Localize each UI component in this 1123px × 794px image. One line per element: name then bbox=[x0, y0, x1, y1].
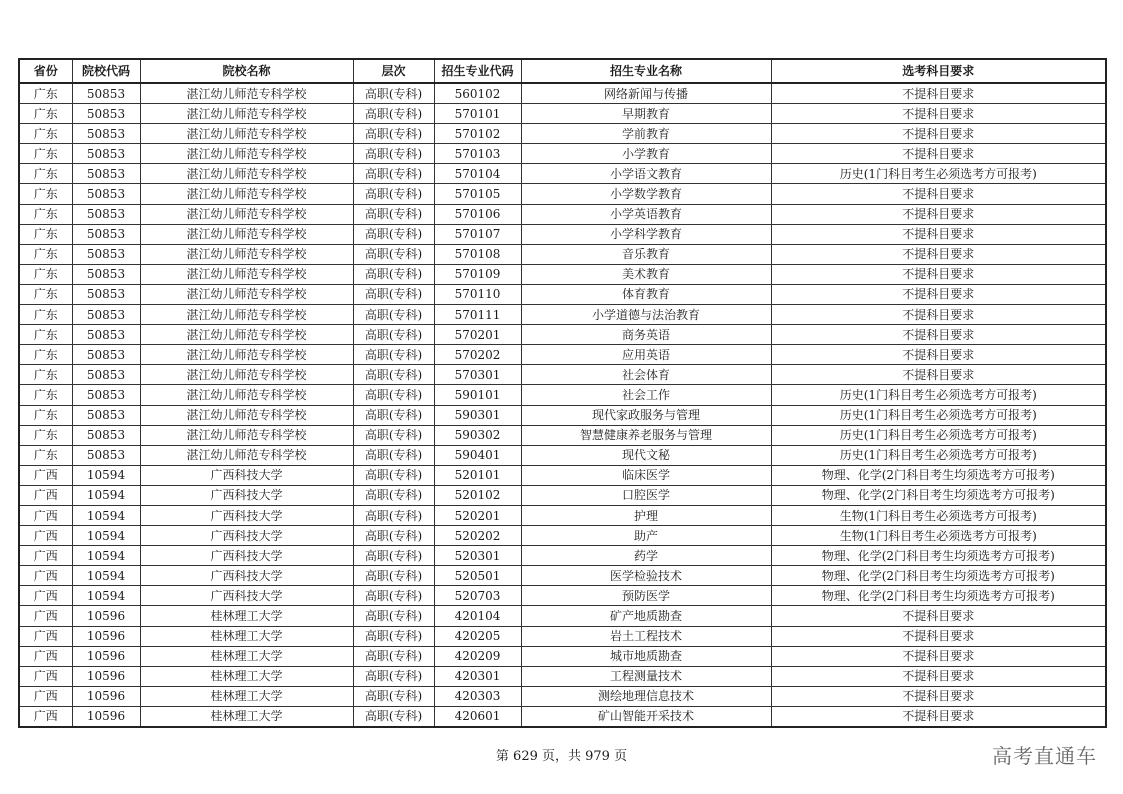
cell-school-name: 广西科技大学 bbox=[140, 586, 353, 606]
header-province: 省份 bbox=[19, 59, 72, 83]
cell-major-code: 570103 bbox=[434, 144, 521, 164]
cell-level: 高职(专科) bbox=[353, 325, 434, 345]
cell-province: 广东 bbox=[19, 325, 72, 345]
cell-school-name: 湛江幼儿师范专科学校 bbox=[140, 184, 353, 204]
cell-major-code: 590401 bbox=[434, 445, 521, 465]
cell-school-name: 湛江幼儿师范专科学校 bbox=[140, 325, 353, 345]
cell-subject-requirement: 不提科目要求 bbox=[771, 83, 1106, 104]
table-row bbox=[19, 305, 1106, 325]
cell-level: 高职(专科) bbox=[353, 244, 434, 264]
cell-level: 高职(专科) bbox=[353, 485, 434, 505]
cell-subject-requirement: 历史(1门科目考生必须选考方可报考) bbox=[771, 385, 1106, 405]
cell-subject-requirement: 不提科目要求 bbox=[771, 686, 1106, 706]
cell-major-name: 学前教育 bbox=[521, 124, 771, 144]
cell-level: 高职(专科) bbox=[353, 385, 434, 405]
table-row bbox=[19, 566, 1106, 586]
page-number: 第 629 页，共 979 页 bbox=[495, 749, 628, 764]
cell-level: 高职(专科) bbox=[353, 83, 434, 104]
cell-province: 广东 bbox=[19, 385, 72, 405]
cell-level: 高职(专科) bbox=[353, 284, 434, 304]
cell-school-code: 50853 bbox=[72, 204, 140, 224]
cell-school-name: 桂林理工大学 bbox=[140, 606, 353, 626]
watermark-logo: 高考直通车 bbox=[992, 744, 1097, 768]
cell-school-name: 广西科技大学 bbox=[140, 465, 353, 485]
cell-major-code: 590101 bbox=[434, 385, 521, 405]
cell-school-name: 湛江幼儿师范专科学校 bbox=[140, 385, 353, 405]
cell-school-name: 广西科技大学 bbox=[140, 505, 353, 525]
cell-province: 广西 bbox=[19, 626, 72, 646]
cell-major-name: 现代文秘 bbox=[521, 445, 771, 465]
cell-major-name: 小学语文教育 bbox=[521, 164, 771, 184]
cell-major-name: 现代家政服务与管理 bbox=[521, 405, 771, 425]
cell-major-name: 护理 bbox=[521, 505, 771, 525]
cell-major-name: 网络新闻与传播 bbox=[521, 83, 771, 104]
cell-school-name: 湛江幼儿师范专科学校 bbox=[140, 425, 353, 445]
cell-major-name: 小学数学教育 bbox=[521, 184, 771, 204]
cell-major-name: 智慧健康养老服务与管理 bbox=[521, 425, 771, 445]
cell-school-name: 广西科技大学 bbox=[140, 526, 353, 546]
cell-school-code: 50853 bbox=[72, 144, 140, 164]
cell-subject-requirement: 物理、化学(2门科目考生均须选考方可报考) bbox=[771, 485, 1106, 505]
cell-school-name: 湛江幼儿师范专科学校 bbox=[140, 104, 353, 124]
cell-school-code: 50853 bbox=[72, 264, 140, 284]
cell-school-code: 10596 bbox=[72, 706, 140, 727]
cell-level: 高职(专科) bbox=[353, 164, 434, 184]
cell-subject-requirement: 不提科目要求 bbox=[771, 284, 1106, 304]
table-row bbox=[19, 505, 1106, 525]
cell-major-code: 520501 bbox=[434, 566, 521, 586]
cell-subject-requirement: 不提科目要求 bbox=[771, 305, 1106, 325]
cell-major-code: 420209 bbox=[434, 646, 521, 666]
cell-school-code: 50853 bbox=[72, 325, 140, 345]
cell-major-name: 医学检验技术 bbox=[521, 566, 771, 586]
cell-subject-requirement: 不提科目要求 bbox=[771, 184, 1106, 204]
cell-major-code: 570202 bbox=[434, 345, 521, 365]
table-row bbox=[19, 104, 1106, 124]
cell-subject-requirement: 不提科目要求 bbox=[771, 345, 1106, 365]
table-row bbox=[19, 144, 1106, 164]
table-row bbox=[19, 706, 1106, 727]
cell-school-code: 10594 bbox=[72, 485, 140, 505]
cell-province: 广东 bbox=[19, 305, 72, 325]
cell-level: 高职(专科) bbox=[353, 606, 434, 626]
cell-major-name: 社会体育 bbox=[521, 365, 771, 385]
cell-subject-requirement: 生物(1门科目考生必须选考方可报考) bbox=[771, 526, 1106, 546]
cell-school-code: 10594 bbox=[72, 566, 140, 586]
cell-major-name: 矿山智能开采技术 bbox=[521, 706, 771, 727]
cell-level: 高职(专科) bbox=[353, 405, 434, 425]
cell-school-name: 湛江幼儿师范专科学校 bbox=[140, 83, 353, 104]
cell-level: 高职(专科) bbox=[353, 144, 434, 164]
cell-major-code: 520301 bbox=[434, 546, 521, 566]
cell-subject-requirement: 不提科目要求 bbox=[771, 706, 1106, 727]
cell-level: 高职(专科) bbox=[353, 445, 434, 465]
header-subject-requirement: 选考科目要求 bbox=[771, 59, 1106, 83]
cell-province: 广西 bbox=[19, 485, 72, 505]
cell-major-code: 570101 bbox=[434, 104, 521, 124]
cell-major-code: 520102 bbox=[434, 485, 521, 505]
cell-province: 广西 bbox=[19, 686, 72, 706]
cell-subject-requirement: 历史(1门科目考生必须选考方可报考) bbox=[771, 445, 1106, 465]
admission-table bbox=[18, 58, 1107, 728]
cell-school-code: 50853 bbox=[72, 164, 140, 184]
cell-province: 广东 bbox=[19, 124, 72, 144]
header-major-code: 招生专业代码 bbox=[434, 59, 521, 83]
table-row bbox=[19, 445, 1106, 465]
table-row bbox=[19, 204, 1106, 224]
cell-province: 广东 bbox=[19, 224, 72, 244]
cell-school-name: 桂林理工大学 bbox=[140, 666, 353, 686]
cell-school-name: 桂林理工大学 bbox=[140, 646, 353, 666]
cell-major-name: 临床医学 bbox=[521, 465, 771, 485]
cell-subject-requirement: 不提科目要求 bbox=[771, 224, 1106, 244]
cell-province: 广东 bbox=[19, 445, 72, 465]
cell-major-code: 420205 bbox=[434, 626, 521, 646]
cell-school-code: 50853 bbox=[72, 425, 140, 445]
cell-major-name: 预防医学 bbox=[521, 586, 771, 606]
cell-school-code: 50853 bbox=[72, 244, 140, 264]
cell-school-code: 50853 bbox=[72, 124, 140, 144]
cell-school-name: 桂林理工大学 bbox=[140, 706, 353, 727]
cell-major-code: 570109 bbox=[434, 264, 521, 284]
cell-province: 广西 bbox=[19, 505, 72, 525]
cell-major-code: 570111 bbox=[434, 305, 521, 325]
cell-school-code: 50853 bbox=[72, 405, 140, 425]
cell-level: 高职(专科) bbox=[353, 425, 434, 445]
cell-level: 高职(专科) bbox=[353, 626, 434, 646]
cell-subject-requirement: 物理、化学(2门科目考生均须选考方可报考) bbox=[771, 465, 1106, 485]
cell-school-name: 湛江幼儿师范专科学校 bbox=[140, 204, 353, 224]
cell-province: 广西 bbox=[19, 586, 72, 606]
cell-province: 广西 bbox=[19, 646, 72, 666]
cell-school-code: 50853 bbox=[72, 445, 140, 465]
cell-major-name: 工程测量技术 bbox=[521, 666, 771, 686]
table-header-row bbox=[19, 59, 1106, 83]
cell-major-code: 570106 bbox=[434, 204, 521, 224]
table-row bbox=[19, 284, 1106, 304]
table-row bbox=[19, 425, 1106, 445]
cell-major-name: 小学教育 bbox=[521, 144, 771, 164]
cell-school-code: 10596 bbox=[72, 646, 140, 666]
cell-school-name: 湛江幼儿师范专科学校 bbox=[140, 365, 353, 385]
cell-major-code: 420303 bbox=[434, 686, 521, 706]
cell-level: 高职(专科) bbox=[353, 686, 434, 706]
cell-school-code: 10594 bbox=[72, 546, 140, 566]
table-row bbox=[19, 325, 1106, 345]
table-row bbox=[19, 606, 1106, 626]
cell-province: 广西 bbox=[19, 465, 72, 485]
cell-subject-requirement: 不提科目要求 bbox=[771, 144, 1106, 164]
cell-school-code: 50853 bbox=[72, 284, 140, 304]
cell-school-code: 50853 bbox=[72, 385, 140, 405]
cell-school-code: 50853 bbox=[72, 184, 140, 204]
table-row bbox=[19, 666, 1106, 686]
cell-school-code: 10594 bbox=[72, 586, 140, 606]
cell-level: 高职(专科) bbox=[353, 204, 434, 224]
table-row bbox=[19, 345, 1106, 365]
cell-school-code: 10596 bbox=[72, 626, 140, 646]
cell-province: 广东 bbox=[19, 104, 72, 124]
cell-school-name: 湛江幼儿师范专科学校 bbox=[140, 124, 353, 144]
cell-major-code: 570108 bbox=[434, 244, 521, 264]
cell-major-code: 420601 bbox=[434, 706, 521, 727]
cell-school-name: 湛江幼儿师范专科学校 bbox=[140, 345, 353, 365]
cell-subject-requirement: 历史(1门科目考生必须选考方可报考) bbox=[771, 164, 1106, 184]
header-major-name: 招生专业名称 bbox=[521, 59, 771, 83]
cell-major-code: 570104 bbox=[434, 164, 521, 184]
cell-school-name: 广西科技大学 bbox=[140, 566, 353, 586]
cell-subject-requirement: 不提科目要求 bbox=[771, 104, 1106, 124]
cell-major-code: 590301 bbox=[434, 405, 521, 425]
header-school-name: 院校名称 bbox=[140, 59, 353, 83]
cell-major-name: 小学道德与法治教育 bbox=[521, 305, 771, 325]
cell-subject-requirement: 不提科目要求 bbox=[771, 264, 1106, 284]
cell-level: 高职(专科) bbox=[353, 124, 434, 144]
cell-province: 广东 bbox=[19, 425, 72, 445]
cell-school-name: 湛江幼儿师范专科学校 bbox=[140, 244, 353, 264]
cell-province: 广东 bbox=[19, 144, 72, 164]
table-row bbox=[19, 385, 1106, 405]
cell-level: 高职(专科) bbox=[353, 345, 434, 365]
header-school-code: 院校代码 bbox=[72, 59, 140, 83]
cell-province: 广东 bbox=[19, 204, 72, 224]
cell-subject-requirement: 生物(1门科目考生必须选考方可报考) bbox=[771, 505, 1106, 525]
cell-level: 高职(专科) bbox=[353, 526, 434, 546]
cell-level: 高职(专科) bbox=[353, 505, 434, 525]
cell-major-name: 应用英语 bbox=[521, 345, 771, 365]
cell-major-name: 药学 bbox=[521, 546, 771, 566]
cell-school-name: 湛江幼儿师范专科学校 bbox=[140, 284, 353, 304]
table-row bbox=[19, 465, 1106, 485]
cell-subject-requirement: 不提科目要求 bbox=[771, 606, 1106, 626]
cell-major-name: 城市地质勘查 bbox=[521, 646, 771, 666]
cell-major-code: 570201 bbox=[434, 325, 521, 345]
cell-major-code: 590302 bbox=[434, 425, 521, 445]
cell-province: 广东 bbox=[19, 345, 72, 365]
cell-school-name: 桂林理工大学 bbox=[140, 626, 353, 646]
table-row bbox=[19, 546, 1106, 566]
cell-school-code: 50853 bbox=[72, 83, 140, 104]
cell-province: 广西 bbox=[19, 546, 72, 566]
cell-major-name: 美术教育 bbox=[521, 264, 771, 284]
cell-subject-requirement: 不提科目要求 bbox=[771, 325, 1106, 345]
cell-level: 高职(专科) bbox=[353, 586, 434, 606]
table-row bbox=[19, 184, 1106, 204]
cell-level: 高职(专科) bbox=[353, 706, 434, 727]
cell-major-code: 520703 bbox=[434, 586, 521, 606]
cell-subject-requirement: 物理、化学(2门科目考生均须选考方可报考) bbox=[771, 586, 1106, 606]
cell-province: 广西 bbox=[19, 526, 72, 546]
table-row bbox=[19, 405, 1106, 425]
table-row bbox=[19, 485, 1106, 505]
cell-level: 高职(专科) bbox=[353, 104, 434, 124]
cell-school-code: 10596 bbox=[72, 666, 140, 686]
table-row bbox=[19, 244, 1106, 264]
cell-province: 广西 bbox=[19, 706, 72, 727]
cell-subject-requirement: 历史(1门科目考生必须选考方可报考) bbox=[771, 405, 1106, 425]
cell-major-code: 520201 bbox=[434, 505, 521, 525]
cell-school-code: 50853 bbox=[72, 104, 140, 124]
cell-level: 高职(专科) bbox=[353, 365, 434, 385]
cell-level: 高职(专科) bbox=[353, 465, 434, 485]
cell-level: 高职(专科) bbox=[353, 646, 434, 666]
cell-school-code: 10594 bbox=[72, 465, 140, 485]
cell-subject-requirement: 不提科目要求 bbox=[771, 646, 1106, 666]
cell-province: 广东 bbox=[19, 184, 72, 204]
cell-province: 广东 bbox=[19, 365, 72, 385]
cell-major-name: 测绘地理信息技术 bbox=[521, 686, 771, 706]
cell-major-code: 570110 bbox=[434, 284, 521, 304]
cell-province: 广西 bbox=[19, 566, 72, 586]
cell-school-name: 湛江幼儿师范专科学校 bbox=[140, 305, 353, 325]
cell-major-code: 570107 bbox=[434, 224, 521, 244]
cell-level: 高职(专科) bbox=[353, 224, 434, 244]
table-body bbox=[19, 83, 1106, 727]
table-row bbox=[19, 626, 1106, 646]
cell-subject-requirement: 物理、化学(2门科目考生均须选考方可报考) bbox=[771, 546, 1106, 566]
cell-subject-requirement: 不提科目要求 bbox=[771, 666, 1106, 686]
cell-school-code: 50853 bbox=[72, 305, 140, 325]
cell-level: 高职(专科) bbox=[353, 566, 434, 586]
cell-major-code: 520101 bbox=[434, 465, 521, 485]
cell-school-code: 50853 bbox=[72, 365, 140, 385]
cell-level: 高职(专科) bbox=[353, 264, 434, 284]
cell-level: 高职(专科) bbox=[353, 184, 434, 204]
table-row bbox=[19, 365, 1106, 385]
cell-school-code: 10594 bbox=[72, 505, 140, 525]
table-row bbox=[19, 264, 1106, 284]
cell-major-name: 小学科学教育 bbox=[521, 224, 771, 244]
table-row bbox=[19, 164, 1106, 184]
table-row bbox=[19, 124, 1106, 144]
cell-school-name: 湛江幼儿师范专科学校 bbox=[140, 405, 353, 425]
cell-subject-requirement: 不提科目要求 bbox=[771, 626, 1106, 646]
cell-level: 高职(专科) bbox=[353, 666, 434, 686]
cell-province: 广东 bbox=[19, 83, 72, 104]
cell-major-name: 助产 bbox=[521, 526, 771, 546]
cell-subject-requirement: 历史(1门科目考生必须选考方可报考) bbox=[771, 425, 1106, 445]
cell-level: 高职(专科) bbox=[353, 546, 434, 566]
cell-subject-requirement: 不提科目要求 bbox=[771, 365, 1106, 385]
table-row bbox=[19, 686, 1106, 706]
cell-school-name: 湛江幼儿师范专科学校 bbox=[140, 264, 353, 284]
cell-subject-requirement: 物理、化学(2门科目考生均须选考方可报考) bbox=[771, 566, 1106, 586]
cell-school-code: 50853 bbox=[72, 224, 140, 244]
cell-major-name: 口腔医学 bbox=[521, 485, 771, 505]
cell-school-name: 湛江幼儿师范专科学校 bbox=[140, 144, 353, 164]
cell-subject-requirement: 不提科目要求 bbox=[771, 124, 1106, 144]
cell-school-name: 湛江幼儿师范专科学校 bbox=[140, 164, 353, 184]
table-row bbox=[19, 224, 1106, 244]
cell-subject-requirement: 不提科目要求 bbox=[771, 244, 1106, 264]
cell-major-code: 420104 bbox=[434, 606, 521, 626]
cell-province: 广东 bbox=[19, 264, 72, 284]
cell-province: 广西 bbox=[19, 606, 72, 626]
cell-province: 广东 bbox=[19, 244, 72, 264]
cell-major-code: 570301 bbox=[434, 365, 521, 385]
cell-major-name: 社会工作 bbox=[521, 385, 771, 405]
table-row bbox=[19, 586, 1106, 606]
cell-province: 广东 bbox=[19, 164, 72, 184]
cell-major-code: 520202 bbox=[434, 526, 521, 546]
cell-school-code: 50853 bbox=[72, 345, 140, 365]
table-row bbox=[19, 526, 1106, 546]
cell-province: 广西 bbox=[19, 666, 72, 686]
cell-level: 高职(专科) bbox=[353, 305, 434, 325]
header-level: 层次 bbox=[353, 59, 434, 83]
cell-major-name: 早期教育 bbox=[521, 104, 771, 124]
cell-province: 广东 bbox=[19, 405, 72, 425]
cell-school-name: 湛江幼儿师范专科学校 bbox=[140, 445, 353, 465]
cell-school-name: 桂林理工大学 bbox=[140, 686, 353, 706]
cell-major-name: 音乐教育 bbox=[521, 244, 771, 264]
cell-school-name: 湛江幼儿师范专科学校 bbox=[140, 224, 353, 244]
cell-school-code: 10594 bbox=[72, 526, 140, 546]
cell-major-code: 570105 bbox=[434, 184, 521, 204]
cell-school-code: 10596 bbox=[72, 686, 140, 706]
cell-major-name: 岩土工程技术 bbox=[521, 626, 771, 646]
table-row bbox=[19, 646, 1106, 666]
cell-major-name: 商务英语 bbox=[521, 325, 771, 345]
cell-major-code: 560102 bbox=[434, 83, 521, 104]
cell-school-name: 广西科技大学 bbox=[140, 485, 353, 505]
cell-school-name: 广西科技大学 bbox=[140, 546, 353, 566]
cell-school-code: 10596 bbox=[72, 606, 140, 626]
cell-province: 广东 bbox=[19, 284, 72, 304]
cell-subject-requirement: 不提科目要求 bbox=[771, 204, 1106, 224]
cell-major-code: 420301 bbox=[434, 666, 521, 686]
cell-major-name: 小学英语教育 bbox=[521, 204, 771, 224]
cell-major-code: 570102 bbox=[434, 124, 521, 144]
table-row bbox=[19, 83, 1106, 104]
cell-major-name: 矿产地质勘查 bbox=[521, 606, 771, 626]
cell-major-name: 体育教育 bbox=[521, 284, 771, 304]
